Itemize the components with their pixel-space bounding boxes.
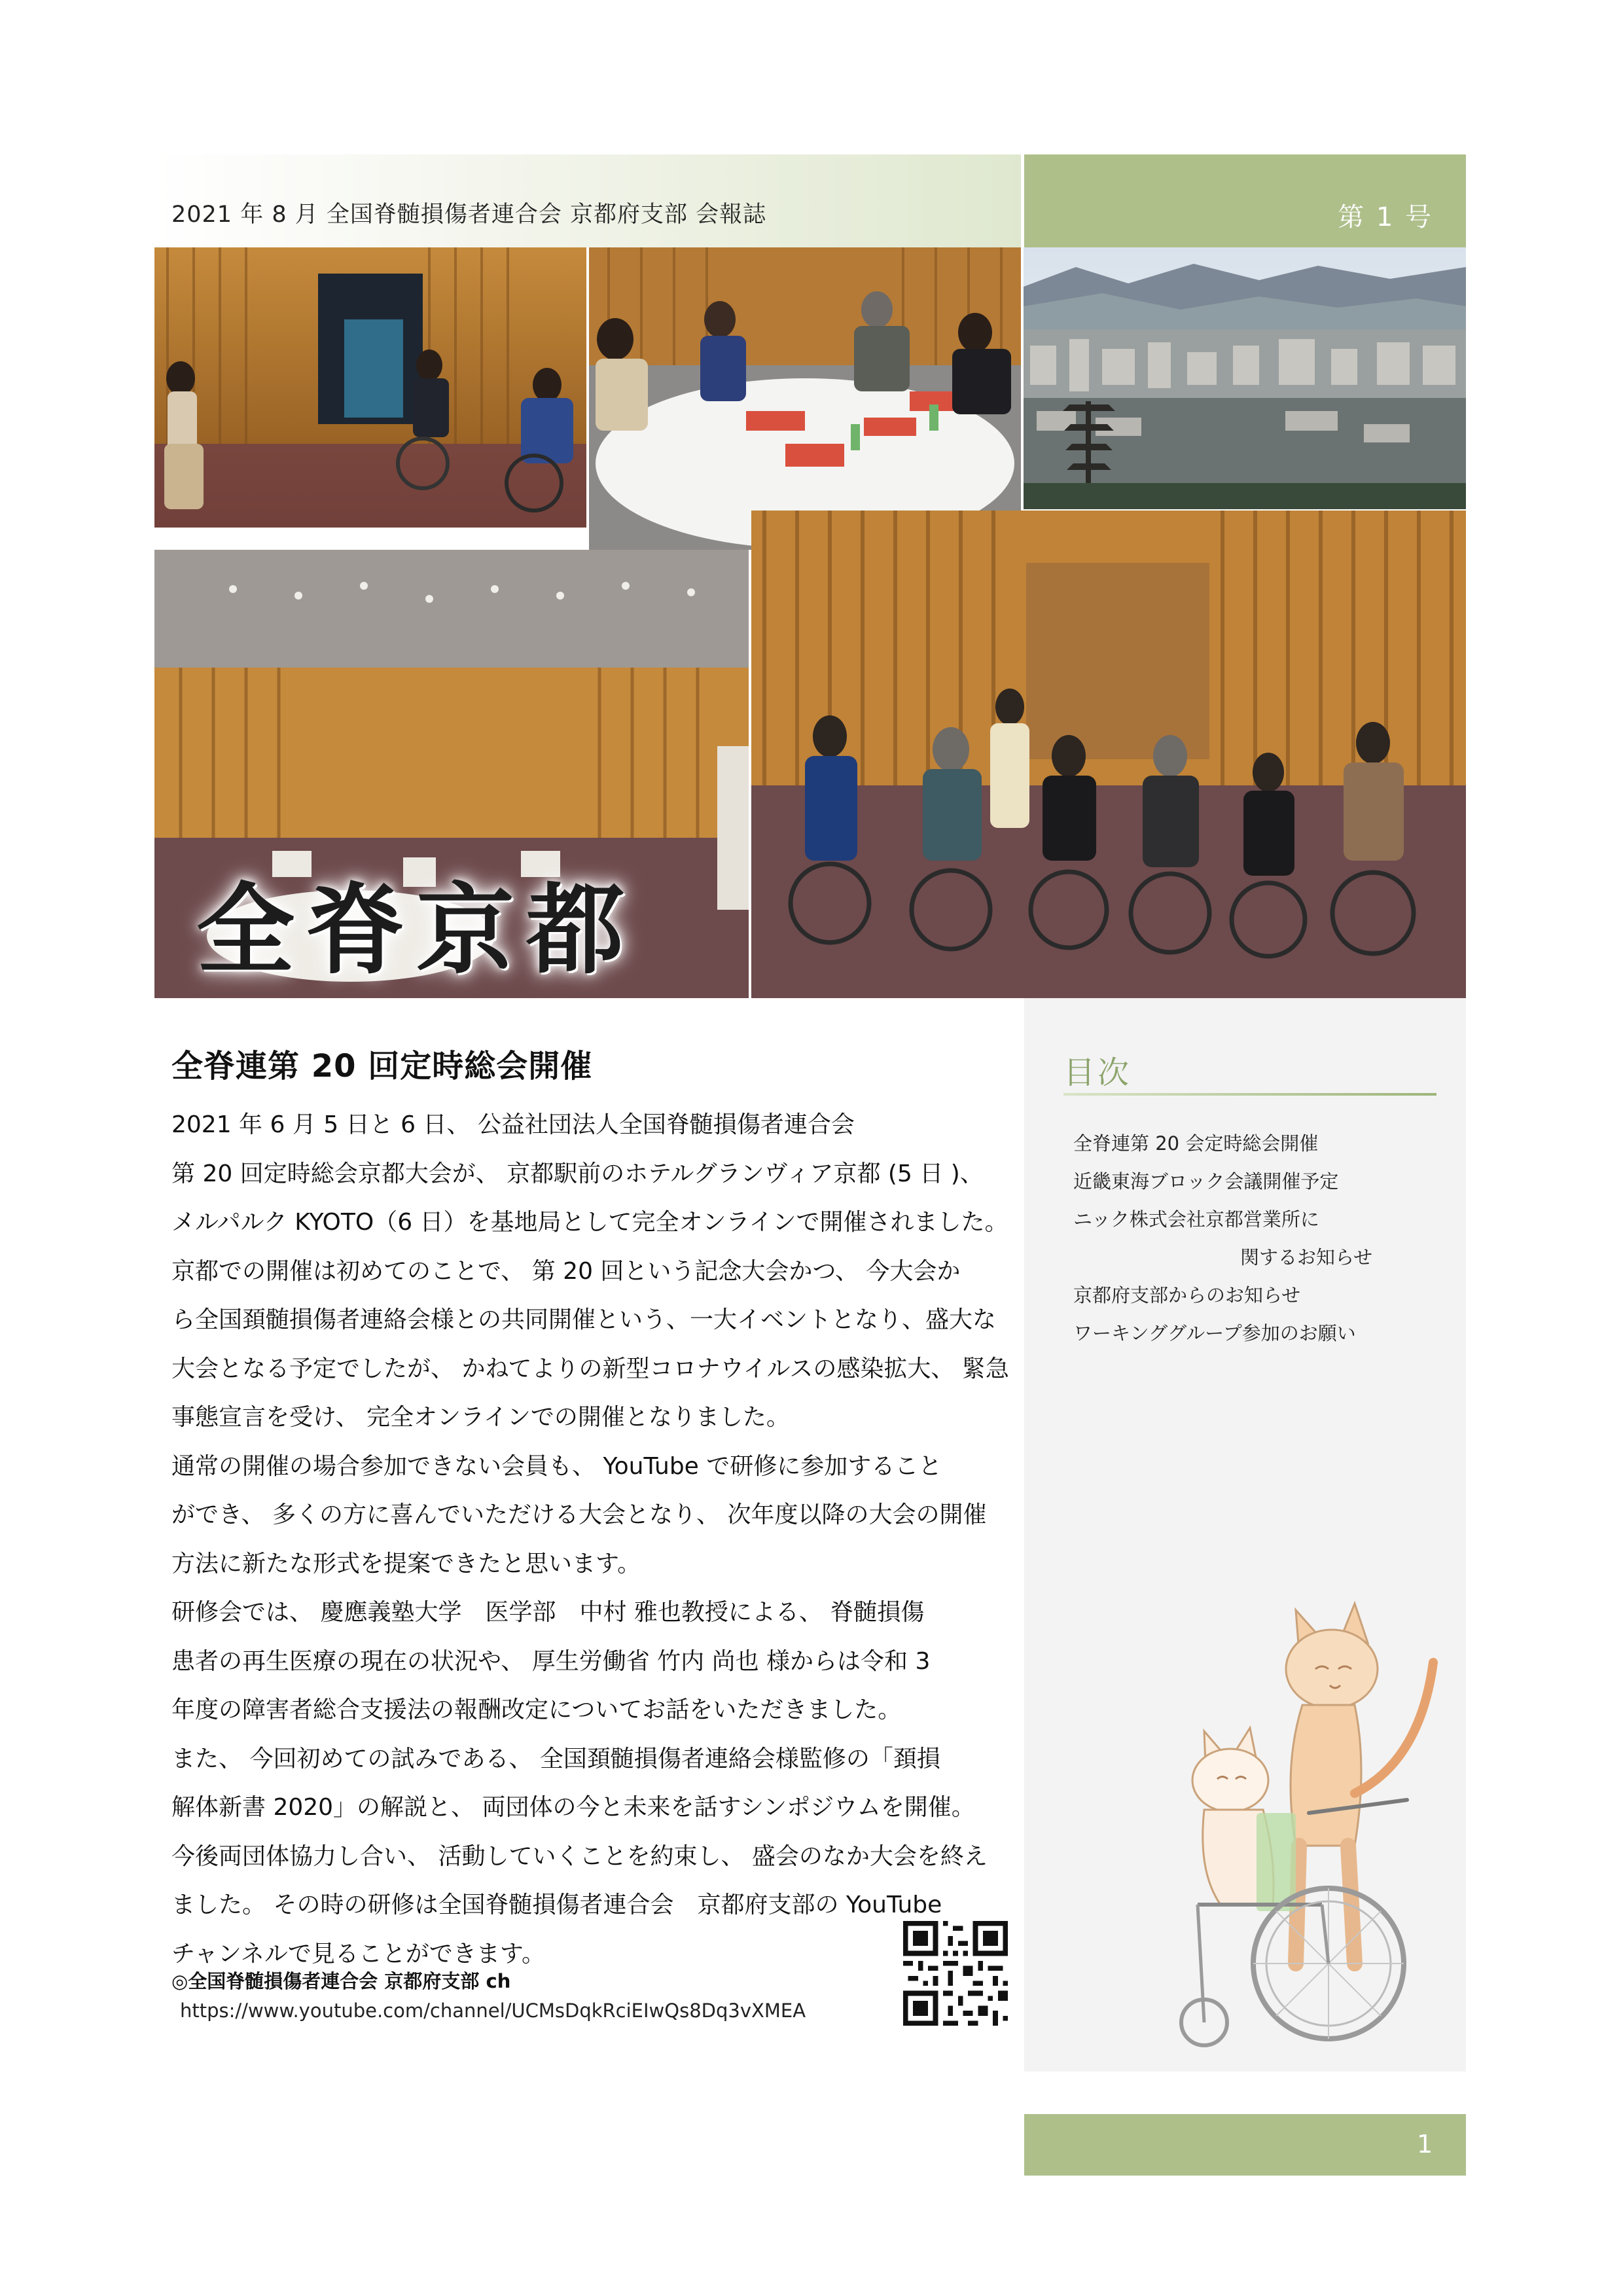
- toc-item: 関するお知らせ: [1240, 1246, 1373, 1268]
- article-line: ができ、 多くの方に喜んでいただける大会となり、 次年度以降の大会の開催: [171, 1501, 987, 1528]
- article-line: 患者の再生医療の現在の状況や、 厚生労働省 竹内 尚也 様からは令和 3: [171, 1647, 931, 1675]
- article-line: 今後両団体協力し合い、 活動していくことを約束し、 盛会のなか大会を終え: [171, 1842, 988, 1870]
- toc-divider: [1063, 1093, 1436, 1096]
- qr-code-icon[interactable]: [903, 1921, 1008, 2028]
- article-line: 研修会では、 慶應義塾大学 医学部 中村 雅也教授による、 脊髄損傷: [171, 1599, 925, 1626]
- article-line: ら全国頚髄損傷者連絡会様との共同開催という、一大イベントとなり、盛大な: [171, 1306, 997, 1333]
- toc-item: ニック株式会社京都営業所に: [1073, 1208, 1319, 1230]
- article-line: メルパルク KYOTO（6 日）を基地局として完全オンラインで開催されました。: [171, 1209, 1008, 1236]
- toc-item: 全脊連第 20 会定時総会開催: [1073, 1132, 1319, 1155]
- toc-heading: 目次: [1063, 1054, 1132, 1091]
- page-number: 1: [1417, 2130, 1433, 2159]
- article-line: また、 今回初めての試みである、 全国頚髄損傷者連絡会様監修の「頚損: [171, 1745, 940, 1772]
- article-line: 第 20 回定時総会京都大会が、 京都駅前のホテルグランヴィア京都 (5 日 )、: [171, 1160, 984, 1187]
- youtube-channel-url[interactable]: https://www.youtube.com/channel/UCMsDqkRciEIwQs8Dq3vXMEA: [180, 2000, 806, 2022]
- article-line: 年度の障害者総合支援法の報酬改定についてお話をいただきました。: [171, 1696, 902, 1723]
- header-text: 2021 年 8 月 全国脊髄損傷者連合会 京都府支部 会報誌: [171, 202, 767, 228]
- article-line: 事態宣言を受け、 完全オンラインでの開催となりました。: [171, 1404, 790, 1431]
- footer-band: [1024, 2114, 1466, 2176]
- article-line: 方法に新たな形式を提案できたと思います。: [171, 1550, 641, 1577]
- photo-kyoto-skyline: [1024, 247, 1466, 509]
- masthead-title: 全脊京都: [196, 872, 637, 988]
- article-body: [171, 1101, 1009, 1979]
- youtube-channel-name: ◎全国脊髄損傷者連合会 京都府支部 ch: [171, 1970, 511, 1992]
- article-title: 全脊連第 20 回定時総会開催: [171, 1048, 593, 1085]
- toc-list: [1073, 1124, 1440, 1352]
- article-line: チャンネルで見ることができます。: [171, 1940, 545, 1967]
- article-line: ました。 その時の研修は全国脊髄損傷者連合会 京都府支部の YouTube: [171, 1892, 942, 1918]
- article-line: 解体新書 2020」の解説と、 両団体の今と未来を話すシンポジウムを開催。: [171, 1794, 975, 1821]
- toc-item: ワーキンググループ参加のお願い: [1073, 1322, 1356, 1344]
- article-line: 京都での開催は初めてのことで、 第 20 回という記念大会かつ、 今大会か: [171, 1257, 961, 1285]
- photo-round-table: [589, 247, 1021, 550]
- toc-item: 京都府支部からのお知らせ: [1073, 1284, 1301, 1306]
- toc-item: 近畿東海ブロック会議開催予定: [1073, 1170, 1339, 1193]
- issue-number: 第 1 号: [1338, 202, 1433, 232]
- article-line: 2021 年 6 月 5 日と 6 日、 公益社団法人全国脊髄損傷者連合会: [171, 1111, 855, 1138]
- photo-venue-left: [154, 247, 586, 528]
- photo-group: [751, 511, 1466, 998]
- article-line: 大会となる予定でしたが、 かねてよりの新型コロナウイルスの感染拡大、 緊急: [171, 1355, 1009, 1382]
- cat-wheelchair-illustration: [1158, 1597, 1459, 2084]
- article-line: 通常の開催の場合参加できない会員も、 YouTube で研修に参加すること: [171, 1452, 942, 1480]
